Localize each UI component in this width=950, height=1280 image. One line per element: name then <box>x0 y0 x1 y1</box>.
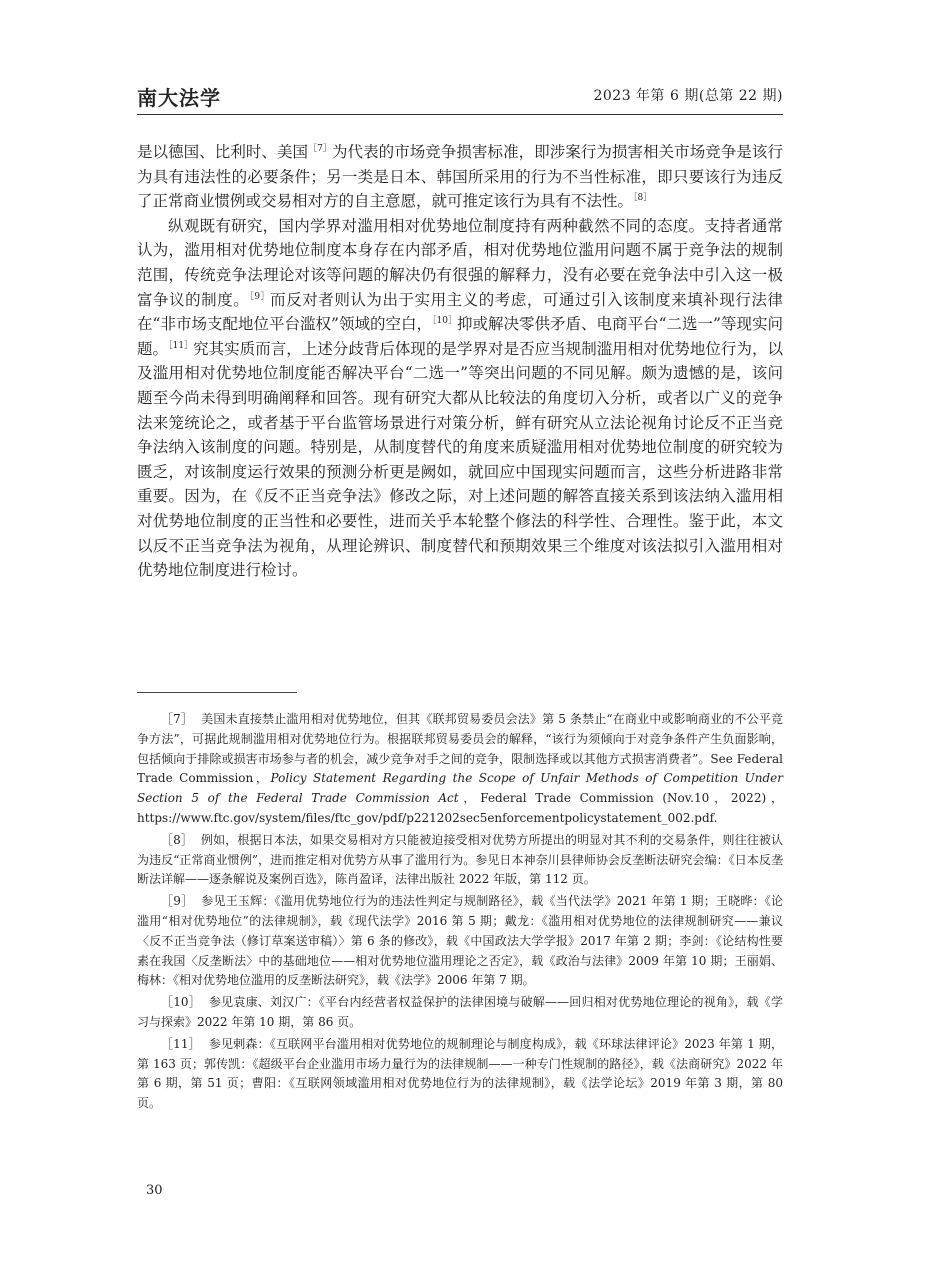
footnote-ref-9[interactable]: ［9］ <box>249 291 271 302</box>
running-header <box>137 78 783 115</box>
footnote-mark: ［8］ <box>161 832 194 847</box>
issue-info: 2023 年第 6 期(总第 22 期) <box>593 88 783 104</box>
main-body <box>137 140 783 583</box>
footnote-7: ［7］ 美国未直接禁止滥用相对优势地位，但其《联邦贸易委员会法》第 5 条禁止“在商业中或影响商业的不公平竞争方法”，可据此规制滥用相对优势地位行为。根据联邦贸易委员会的解释，“该行为须倾向于对竞争条件产生负面影响，包括倾向于排除或损害市场参与者的机会，减少竞争对手之间的竞争，限制选择或以其他方式损害消费者”。See Federal Trade Commission，Policy Statement Regarding the Scope of Unfair Methods of Competition Under Section 5 of the Federal Trade Commission Act，Federal Trade Commission (Nov.10，2022)，https://www.ftc.gov/system/files/ftc_gov/pdf/p221202sec5enforcementpolicystatement_002.pdf. <box>137 712 784 825</box>
footnote-divider <box>137 692 297 693</box>
footnote-mark: ［9］ <box>161 894 194 909</box>
footnotes <box>137 710 783 1116</box>
footnote-10: ［10］ 参见袁康、刘汉广：《平台内经营者权益保护的法律困境与破解——回归相对优势地位理论的视角》，载《学习与探索》2022 年第 10 期，第 86 页。 <box>137 995 783 1029</box>
footnote-8: ［8］ 例如，根据日本法，如果交易相对方只能被迫接受相对优势方所提出的明显对其不利的交易条件，则往往被认为违反“正常商业惯例”，进而推定相对优势方从事了滥用行为。参见日本神奈川县律师协会反垄断法研究会编：《日本反垄断法详解——逐条解说及案例百选》，陈肖盈译，法律出版社 2022 年版，第 112 页。 <box>137 832 783 887</box>
journal-title: 南大法学 <box>137 86 221 110</box>
footnote-ref-11[interactable]: ［11］ <box>168 340 194 351</box>
footnote-mark: ［11］ <box>161 1036 201 1051</box>
footnote-11: ［11］ 参见剌森：《互联网平台滥用相对优势地位的规制理论与制度构成》，载《环球法律评论》2023 年第 1 期，第 163 页；郭传凯：《超级平台企业滥用市场力量行为的法律规制——一种专门性规制的路径》，载《法商研究》2022 年第 6 期，第 51 页；曹阳：《互联网领域滥用相对优势地位行为的法律规制》，载《法学论坛》2019 年第 3 期，第 80 页。 <box>137 1036 783 1111</box>
footnote-mark: ［7］ <box>161 712 194 726</box>
footnote-mark: ［10］ <box>161 995 201 1010</box>
paragraph-2: 纵观既有研究，国内学界对滥用相对优势地位制度持有两种截然不同的态度。支持者通常认为，滥用相对优势地位制度本身存在内部矛盾，相对优势地位滥用问题不属于竞争法的规制范围，传统竞争法理论对该等问题的解决仍有很强的解释力，没有必要在竞争法中引入这一极富争议的制度。$^{[9]}$而反对者则认为出于实用主义的考虑，可通过引入该制度来填补现行法律在“非市场支配地位平台滥权”领域的空白，$^{[10]}$抑或解决零供矛盾、电商平台“二选一”等现实问题。$^{[11]}$究其实质而言，上述分歧背后体现的是学界对是否应当规制滥用相对优势地位行为，以及滥用相对优势地位制度能否解决平台“二选一”等突出问题的不同见解。颇为遗憾的是，该问题至今尚未得到明确阐释和回答。现有研究大都从比较法的角度切入分析，或者以广义的竞争法来笼统论之，或者基于平台监管场景进行对策分析，鲜有研究从立法论视角讨论反不正当竞争法纳入该制度的问题。特别是，从制度替代的角度来质疑滥用相对优势地位制度的研究较为匮乏，对该制度运行效果的预测分析更是阙如，就回应中国现实问题而言，这些分析进路非常重要。因为，在《反不正当竞争法》修改之际，对上述问题的解答直接关系到该法纳入滥用相对优势地位制度的正当性和必要性，进而关乎本轮整个修法的科学性、合理性。鉴于此，本文以反不正当竞争法为视角，从理论辨识、制度替代和预期效果三个维度对该法拟引入滥用相对优势地位制度进行检讨。 <box>137 216 783 580</box>
footnote-ref-10[interactable]: ［10］ <box>432 316 457 327</box>
paragraph-1: 是以德国、比利时、美国$^{[7]}$为代表的市场竞争损害标准，即涉案行为损害相关市场竞争是该行为具有违法性的必要条件；另一类是日本、韩国所采用的行为不当性标准，即只要该行为违反了正常商业惯例或交易相对方的自主意愿，就可推定该行为具有不法性。$^{[8]}$ <box>137 143 783 211</box>
page-number: 30 <box>146 1183 163 1198</box>
footnote-9: ［9］ 参见王玉辉：《滥用优势地位行为的违法性判定与规制路径》，载《当代法学》2021 年第 1 期；王晓晔：《论滥用“相对优势地位”的法律规制》，载《现代法学》2016 第 5 期；戴龙：《滥用相对优势地位的法律规制研究——兼议〈反不正当竞争法（修订草案送审稿）〉第 6 条的修改》，载《中国政法大学学报》2017 年第 2 期；李剑：《论结构性要素在我国〈反垄断法〉中的基础地位——相对优势地位滥用理论之否定》，载《政治与法律》2009 年第 10 期；王丽娟、梅林：《相对优势地位滥用的反垄断法研究》，载《法学》2006 年第 7 期。 <box>137 894 783 988</box>
footnote-ref-8[interactable]: ［8］ <box>633 193 653 204</box>
footnote-ref-7[interactable]: ［7］ <box>308 144 332 154</box>
